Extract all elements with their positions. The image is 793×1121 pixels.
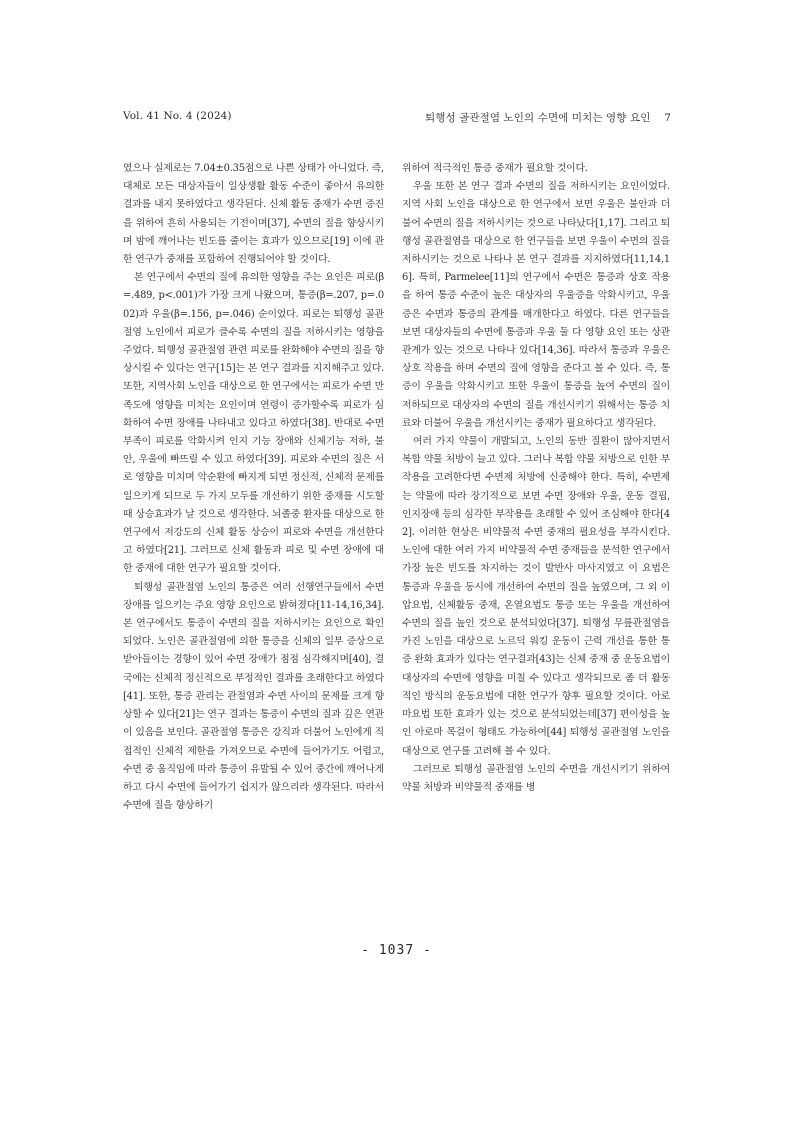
left-column bbox=[123, 160, 384, 815]
paragraph: 여러 가지 약물이 개발되고, 노인의 동반 질환이 많아지면서 복합 약물 처방이 늘고 있다. 그러나 복합 약물 처방으로 인한 부작용을 고려한다면 수면제 처방에 신중해야 한다. 특히, 수면제는 약물에 따라 장기적으로 보면 수면 장애와 우울, 운동 결핍, 인지장애 등의 심각한 부작용을 초래할 수 있어 조심해야 한다[42]. 이러한 현상은 비약물적 수면 중재의 필요성을 부각시킨다. 노인에 대한 여러 가지 비약물적 수면 중재들을 분석한 연구에서 가장 높은 빈도를 차지하는 것이 발반사 마사지였고 이 요법은 통증과 우울을 동시에 개선하여 수면의 질을 높였으며, 그 외 이압요법, 신체활동 중재, 온열요법도 통증 또는 우울을 개선하여 수면의 질을 높인 것으로 분석되었다[37]. 퇴행성 무릎관절염을 가진 노인을 대상으로 노르딕 워킹 운동이 근력 개선을 통한 통증 완화 효과가 있다는 연구결과[43]는 신체 중재 중 운동요법이 대상자의 수면에 영향을 미칠 수 있다고 생각되므로 좀 더 활동적인 방식의 운동요법에 대한 연구가 향후 필요할 것이다. 아로마요법 또한 효과가 있는 것으로 분석되었는데[37] 편이성을 높인 아로마 목걸이 형태도 가능하여[44] 퇴행성 골관절염 노인을 대상으로 연구를 고려해 볼 수 있다. bbox=[402, 436, 670, 757]
page-footer: - 1037 - bbox=[361, 943, 432, 958]
paragraph: 본 연구에서 수면의 질에 유의한 영향을 주는 요인은 피로(β=.489, p<.001)가 가장 크게 나왔으며, 통증(β=.207, p=.002)과 우울(β=.156, p=.046) 순이었다. 피로는 퇴행성 골관절염 노인에서 피로가 클수록 수면의 질을 저하시키는 영향을 주었다. 퇴행성 골관절염 관련 피로를 완화해야 수면의 질을 향상시킬 수 있다는 연구[15]는 본 연구 결과를 지지해주고 있다. 또한, 지역사회 노인을 대상으로 한 연구에서는 피로가 수면 만족도에 영향을 미치는 요인이며 연령이 증가할수록 피로가 심화하여 수면 장애를 나타내고 있다고 하였다[38]. 반대로 수면 부족이 피로를 악화시켜 인지 기능 장애와 신체기능 저하, 불안, 우울에 빠뜨릴 수 있고 하였다[39]. 피로와 수면의 질은 서로 영향을 미치며 악순환에 빠지게 되면 정신적, 신체적 문제를 일으키게 되므로 두 가지 모두를 개선하기 위한 중재를 시도할 때 상승효과가 날 것으로 생각한다. 뇌졸중 환자를 대상으로 한 연구에서 저강도의 신체 활동 상승이 피로와 수면을 개선한다고 하였다[21]. 그러므로 신체 활동과 피로 및 수면 장애에 대한 중재에 대한 연구가 필요할 것이다. bbox=[123, 272, 384, 575]
paragraph: 위하여 적극적인 통증 중재가 필요할 것이다. bbox=[402, 163, 588, 174]
paragraph: 퇴행성 골관절염 노인의 통증은 여러 선행연구들에서 수면 장애를 일으키는 주요 영향 요인으로 밝혀졌다[11-14,16,34]. 본 연구에서도 통증이 수면의 질을 저하시키는 요인으로 확인되었다. 노인은 골관절염에 의한 통증을 신체의 일부 증상으로 받아들이는 경향이 있어 수면 장애가 점점 심각해지며[40], 결국에는 신체적 정신적으로 부정적인 결과를 초래한다고 하였다[41]. 또한, 통증 관리는 관절염과 수면 사이의 문제를 크게 향상할 수 있다[21]는 연구 결과는 통증이 수면의 질과 깊은 연관이 있음을 보인다. 골관절염 통증은 강직과 더불어 노인에게 직접적인 신체적 제한을 가져오므로 수면에 들어가기도 어렵고, 수면 중 움직임에 따라 통증이 유발될 수 있어 중간에 깨어나게 하고 다시 수면에 들어가기 쉽지가 않으리라 생각된다. 따라서 수면에 질을 향상하기 bbox=[123, 581, 384, 812]
paragraph: 우울 또한 본 연구 결과 수면의 질을 저하시키는 요인이었다. 지역 사회 노인을 대상으로 한 연구에서 보면 우울은 불안과 더불어 수면의 질을 저하시키는 것으로 나타났다[1,17]. 그리고 퇴행성 골관절염을 대상으로 한 연구들을 보면 우울이 수면의 질을 저하시키는 것으로 나타나 본 연구 결과를 지지하였다[11,14,16]. 특히, Parmelee[11]의 연구에서 수면은 통증과 상호 작용을 하여 통증 수준이 높은 대상자의 우울증을 악화시키고, 우울증은 수면과 통증의 관계를 매개한다고 하였다. 다른 연구들을 보면 대상자들의 수면에 통증과 우울 둘 다 영향 요인 또는 상관관계가 있는 것으로 나타나 있다[14,36]. 따라서 통증과 우울은 상호 작용을 하며 수면의 질에 영향을 준다고 볼 수 있다. 즉, 통증이 우울을 악화시키고 또한 우울이 통증을 높여 수면의 질이 저하되므로 대상자의 수면의 질을 개선시키기 위해서는 통증 치료와 더불어 우울을 개선시키는 중재가 필요하다고 생각된다. bbox=[402, 181, 670, 429]
running-title: 퇴행성 골관절염 노인의 수면에 미치는 영향 요인 bbox=[424, 112, 651, 124]
running-header bbox=[123, 110, 671, 128]
journal-volume: Vol. 41 No. 4 (2024) bbox=[123, 110, 232, 122]
paragraph: 였으나 실제로는 7.04±0.35점으로 나쁜 상태가 아니었다. 즉, 대체로 모든 대상자들이 일상생활 활동 수준이 좋아서 유의한 결과를 내지 못하였다고 생각된다. 신체 활동 중재가 수면 증진을 위하여 흔히 사용되는 기전이며[37], 수면의 질을 향상시키며 밤에 깨어나는 빈도를 줄이는 효과가 있으므로[19] 이에 관한 연구가 중재를 포함하여 진행되어야 할 것이다. bbox=[123, 163, 384, 266]
running-title-and-page bbox=[425, 110, 671, 125]
right-column bbox=[402, 160, 670, 797]
header-page-number: 7 bbox=[664, 112, 671, 124]
paragraph: 그러므로 퇴행성 골관절염 노인의 수면을 개선시키기 위하여 약물 처방과 비약물적 중재를 병 bbox=[402, 763, 670, 793]
